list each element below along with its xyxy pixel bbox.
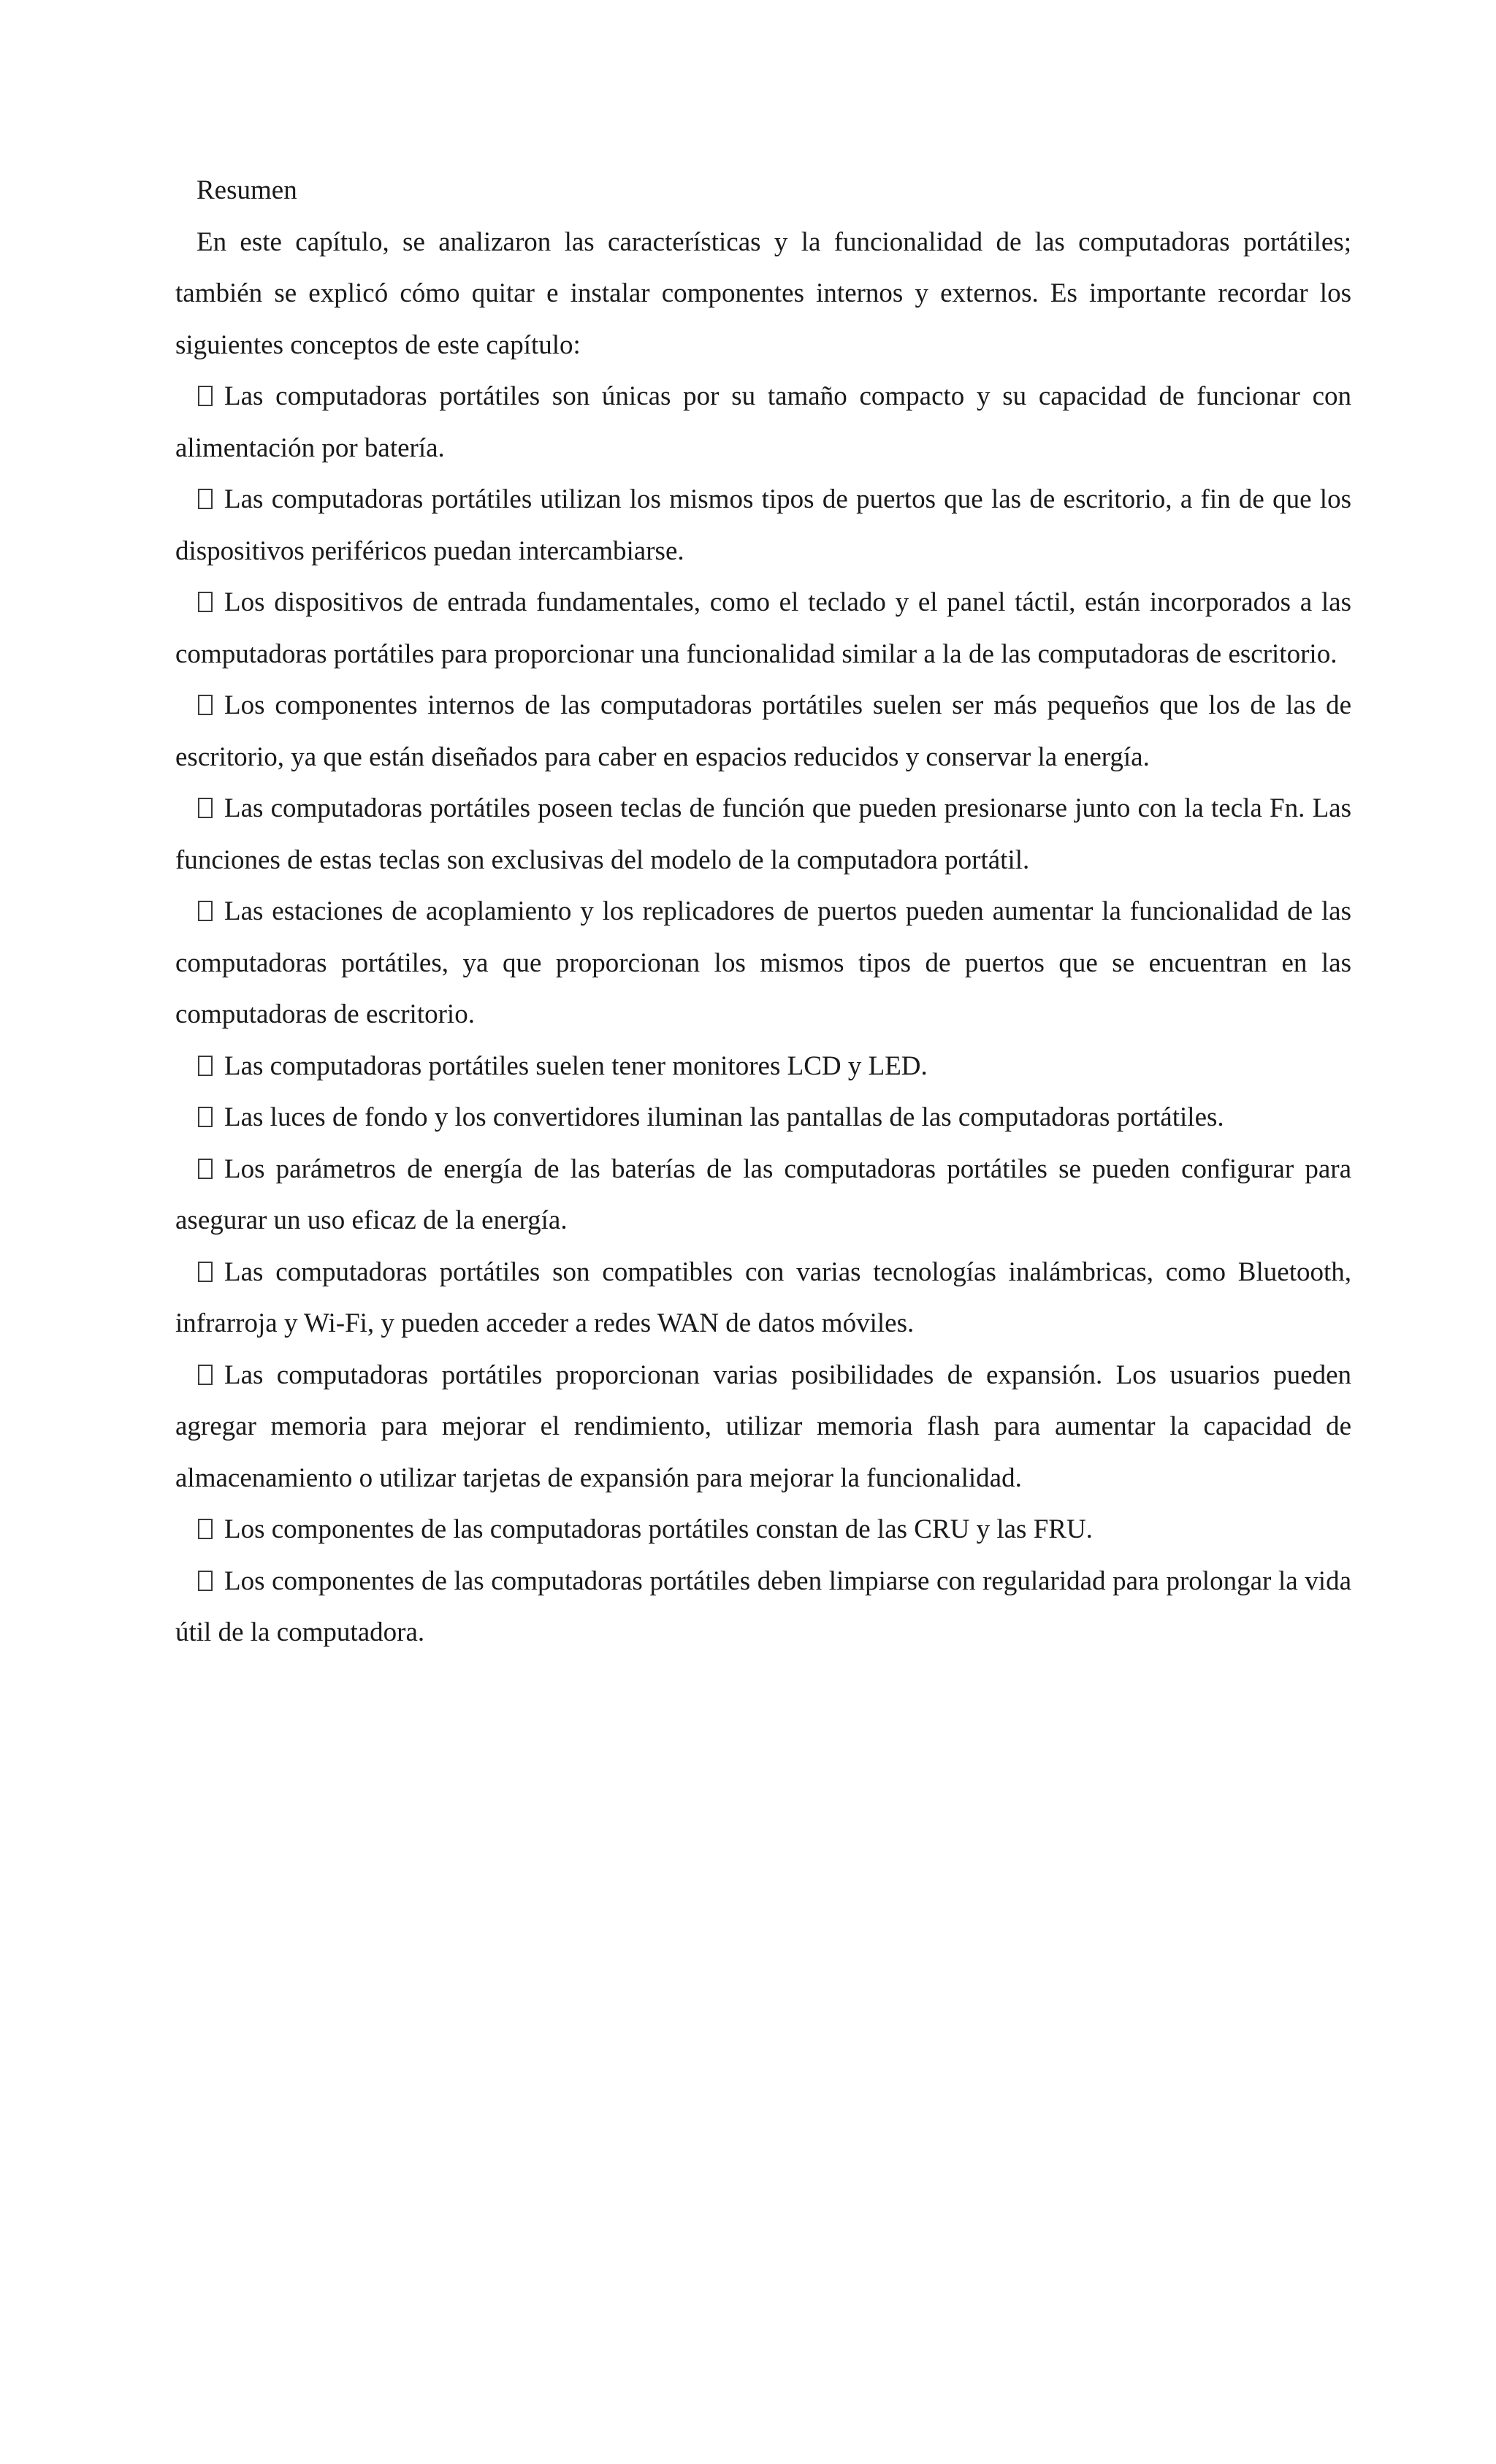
bullet-item — [175, 1041, 1351, 1093]
intro-paragraph: En este capítulo, se analizaron las características y la funcionalidad de las computadoras portátiles; también se explicó cómo quitar e instalar componentes internos y externos. Es importante recordar los siguientes conceptos de este capítulo: — [175, 226, 1351, 360]
bullet-text: Las computadoras portátiles son compatibles con varias tecnologías inalámbricas, como Bluetooth, infrarroja y Wi-Fi, y pueden acceder a redes WAN de datos móviles. — [175, 1256, 1351, 1338]
section-heading: Resumen — [196, 175, 297, 205]
bullet-item — [175, 886, 1351, 1041]
bullet-box-icon — [196, 796, 215, 820]
bullet-box-icon — [196, 899, 215, 923]
bullet-box-icon — [196, 1517, 215, 1541]
bullet-item — [175, 1247, 1351, 1350]
bullet-text: Los componentes de las computadoras portátiles deben limpiarse con regularidad para prolongar la vida útil de la computadora. — [175, 1565, 1351, 1647]
bullet-box-icon — [196, 1105, 215, 1129]
bullet-text: Las computadoras portátiles son únicas por su tamaño compacto y su capacidad de funcionar con alimentación por batería. — [175, 381, 1351, 463]
bullet-box-icon — [196, 590, 215, 614]
bullet-item — [175, 783, 1351, 886]
bullet-item — [175, 474, 1351, 577]
bullet-text: Las computadoras portátiles poseen teclas de función que pueden presionarse junto con la tecla Fn. Las funciones de estas teclas son exclusivas del modelo de la computadora portátil. — [175, 793, 1351, 875]
bullet-text: Las computadoras portátiles utilizan los mismos tipos de puertos que las de escritorio, a fin de que los dispositivos periféricos puedan intercambiarse. — [175, 484, 1351, 566]
bullet-item — [175, 577, 1351, 680]
bullet-text: Los parámetros de energía de las baterías de las computadoras portátiles se pueden configurar para asegurar un uso eficaz de la energía. — [175, 1153, 1351, 1235]
bullet-box-icon — [196, 1363, 215, 1387]
bullet-item — [175, 680, 1351, 783]
bullet-box-icon — [196, 693, 215, 717]
bullet-text: Las computadoras portátiles proporcionan varias posibilidades de expansión. Los usuarios pueden agregar memoria para mejorar el rendimiento, utilizar memoria flash para aumentar la capacidad de almacenamiento o utilizar tarjetas de expansión para mejorar la funcionalidad. — [175, 1359, 1351, 1493]
bullet-text: Los dispositivos de entrada fundamentales, como el teclado y el panel táctil, están incorporados a las computadoras portátiles para proporcionar una funcionalidad similar a la de las computadoras de escritorio. — [175, 587, 1351, 669]
bullet-text: Las computadoras portátiles suelen tener monitores LCD y LED. — [224, 1050, 928, 1081]
bullet-item — [175, 1504, 1351, 1556]
bullet-box-icon — [196, 1569, 215, 1593]
bullet-item — [175, 371, 1351, 474]
bullet-box-icon — [196, 384, 215, 408]
bullet-box-icon — [196, 1260, 215, 1284]
bullet-box-icon — [196, 1054, 215, 1078]
bullet-box-icon — [196, 487, 215, 511]
bullet-item — [175, 1092, 1351, 1144]
bullet-item — [175, 1350, 1351, 1505]
document-body — [175, 165, 1351, 1659]
bullet-item — [175, 1144, 1351, 1247]
bullet-text: Los componentes internos de las computadoras portátiles suelen ser más pequeños que los de las de escritorio, ya que están diseñados para caber en espacios reducidos y conservar la energía. — [175, 690, 1351, 772]
bullet-box-icon — [196, 1157, 215, 1181]
bullet-text: Las estaciones de acoplamiento y los replicadores de puertos pueden aumentar la funcionalidad de las computadoras portátiles, ya que proporcionan los mismos tipos de puertos que se encuentran en las computadoras de escritorio. — [175, 896, 1351, 1029]
bullet-text: Las luces de fondo y los convertidores iluminan las pantallas de las computadoras portátiles. — [224, 1102, 1224, 1132]
bullet-item — [175, 1556, 1351, 1659]
bullet-text: Los componentes de las computadoras portátiles constan de las CRU y las FRU. — [224, 1514, 1093, 1544]
